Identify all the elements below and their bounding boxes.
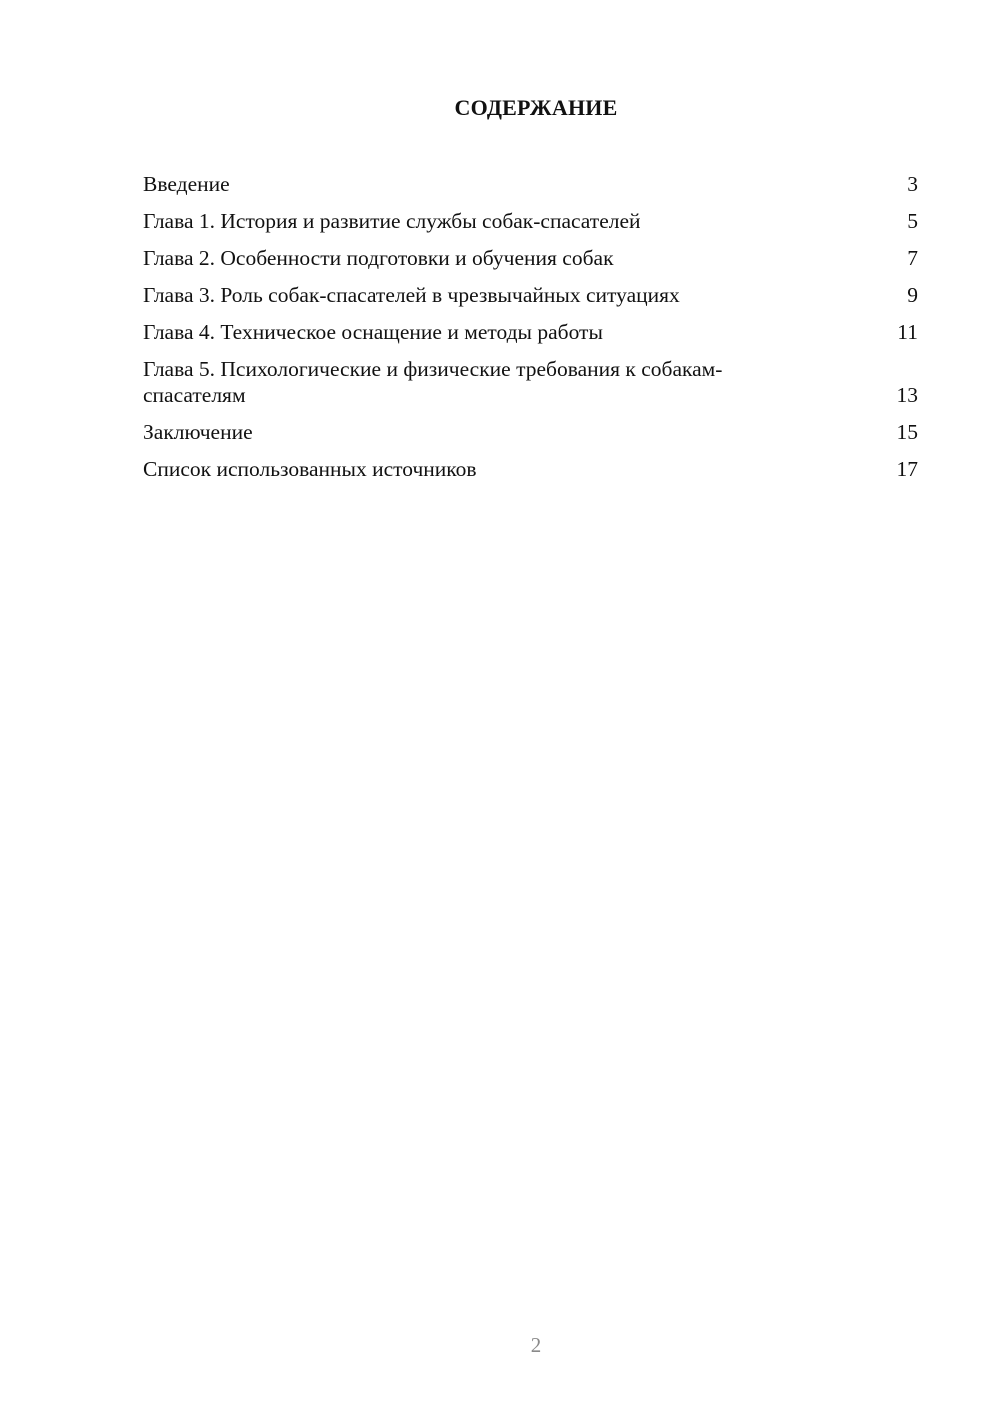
toc-entry-title: Заключение — [143, 420, 253, 444]
toc-entry-chapter-5 — [143, 356, 918, 408]
toc-entry-title: Глава 4. Техническое оснащение и методы работы — [143, 320, 603, 344]
toc-entry-page: 5 — [907, 209, 918, 233]
table-of-contents — [143, 171, 918, 493]
toc-entry-page: 9 — [907, 283, 918, 307]
toc-entry-title: Введение — [143, 172, 230, 196]
toc-entry-title: Список использованных источников — [143, 457, 477, 481]
toc-entry-introduction — [143, 171, 918, 197]
toc-entry-title: Глава 1. История и развитие службы собак-спасателей — [143, 209, 641, 233]
toc-entry-title: Глава 3. Роль собак-спасателей в чрезвычайных ситуациях — [143, 283, 680, 307]
toc-entry-conclusion — [143, 419, 918, 445]
toc-entry-page: 3 — [907, 172, 918, 196]
page-title: СОДЕРЖАНИЕ — [454, 95, 618, 120]
toc-entry-page: 13 — [896, 383, 918, 407]
toc-entry-chapter-3 — [143, 282, 918, 308]
toc-entry-page: 15 — [896, 420, 918, 444]
toc-entry-title: Глава 5. Психологические и физические требования к собакам-спасателям — [143, 357, 723, 407]
toc-entry-chapter-2 — [143, 245, 918, 271]
toc-entry-references — [143, 456, 918, 482]
toc-entry-chapter-1 — [143, 208, 918, 234]
toc-entry-page: 7 — [907, 246, 918, 270]
toc-entry-title: Глава 2. Особенности подготовки и обучения собак — [143, 246, 614, 270]
toc-entry-page: 17 — [896, 457, 918, 481]
toc-entry-page: 11 — [897, 320, 918, 344]
page-number: 2 — [530, 1333, 542, 1357]
toc-entry-chapter-4 — [143, 319, 918, 345]
